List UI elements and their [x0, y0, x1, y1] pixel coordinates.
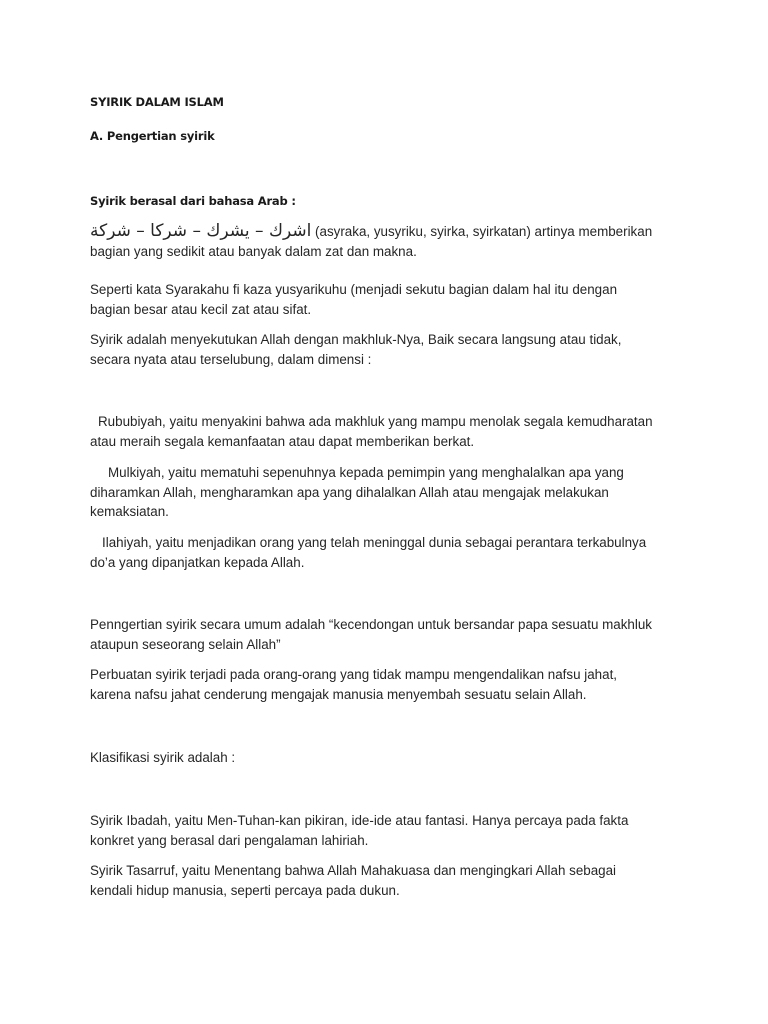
section-heading: A. Pengertian syirik: [90, 129, 215, 143]
paragraph-text: Syirik adalah menyekutukan Allah dengan makhluk-Nya, Baik secara langsung atau tidak,: [90, 332, 622, 347]
paragraph-text: Mulkiyah, yaitu mematuhi sepenuhnya kepada pemimpin yang menghalalkan apa yang: [108, 465, 624, 480]
paragraph-perbuatan: [90, 665, 617, 704]
document-title: SYIRIK DALAM ISLAM: [90, 95, 224, 109]
paragraph-text: Penngertian syirik secara umum adalah “kecendongan untuk bersandar papa sesuatu makhluk: [90, 617, 653, 632]
paragraph-general-definition: [90, 615, 652, 654]
paragraph-text: kemaksiatan.: [90, 504, 169, 519]
paragraph-text: kendali hidup manusia, seperti percaya pada dukun.: [90, 882, 400, 898]
arabic-words: اشرك – يشرك – شركا – شركة: [90, 221, 312, 241]
dimension-mulkiyah: [90, 463, 624, 522]
paragraph-text: (asyraka, yusyriku, syirka, syirkatan) artinya memberikan: [315, 224, 653, 239]
paragraph-text: diharamkan Allah, mengharamkan apa yang dihalalkan Allah atau mengajak melakukan: [90, 484, 609, 500]
paragraph-text: atau meraih segala kemanfaatan atau dapat memberikan berkat.: [90, 433, 475, 449]
paragraph-text: Klasifikasi syirik adalah :: [90, 750, 236, 765]
paragraph-klasifikasi: [90, 748, 235, 768]
paragraph-text: ataupun seseorang selain Allah”: [90, 636, 281, 652]
classification-tasarruf: [90, 861, 616, 900]
paragraph-text: do’a yang dipanjatkan kepada Allah.: [90, 554, 305, 570]
paragraph-text: Perbuatan syirik terjadi pada orang-orang yang tidak mampu mengendalikan nafsu jahat,: [90, 667, 618, 682]
paragraph-text: Rububiyah, yaitu menyakini bahwa ada makhluk yang mampu menolak segala kemudharatan: [98, 414, 653, 429]
classification-ibadah: [90, 811, 628, 850]
dimension-ilahiyah: [90, 533, 646, 572]
paragraph-text: bagian besar atau kecil zat atau sifat.: [90, 301, 312, 317]
paragraph-text: konkret yang berasal dari pengalaman lahiriah.: [90, 832, 369, 848]
dimension-rububiyah: [90, 412, 653, 451]
origin-heading: Syirik berasal dari bahasa Arab :: [90, 194, 296, 208]
paragraph-text: Ilahiyah, yaitu menjadikan orang yang telah meninggal dunia sebagai perantara terkabulnya: [102, 535, 647, 550]
paragraph-syarakahu: [90, 280, 617, 319]
paragraph-arabic-origin: [90, 222, 652, 261]
paragraph-text: Syirik Ibadah, yaitu Men-Tuhan-kan pikiran, ide-ide atau fantasi. Hanya percaya pada fakta: [90, 813, 629, 828]
paragraph-text: Syirik Tasarruf, yaitu Menentang bahwa Allah Mahakuasa dan mengingkari Allah sebagai: [90, 863, 617, 878]
paragraph-text: bagian yang sedikit atau banyak dalam zat dan makna.: [90, 243, 417, 259]
paragraph-text: karena nafsu jahat cenderung mengajak manusia menyembah sesuatu selain Allah.: [90, 686, 587, 702]
paragraph-definition: [90, 330, 621, 369]
paragraph-text: secara nyata atau terselubung, dalam dimensi :: [90, 351, 372, 367]
paragraph-text: Seperti kata Syarakahu fi kaza yusyarikuhu (menjadi sekutu bagian dalam hal itu dengan: [90, 282, 618, 297]
